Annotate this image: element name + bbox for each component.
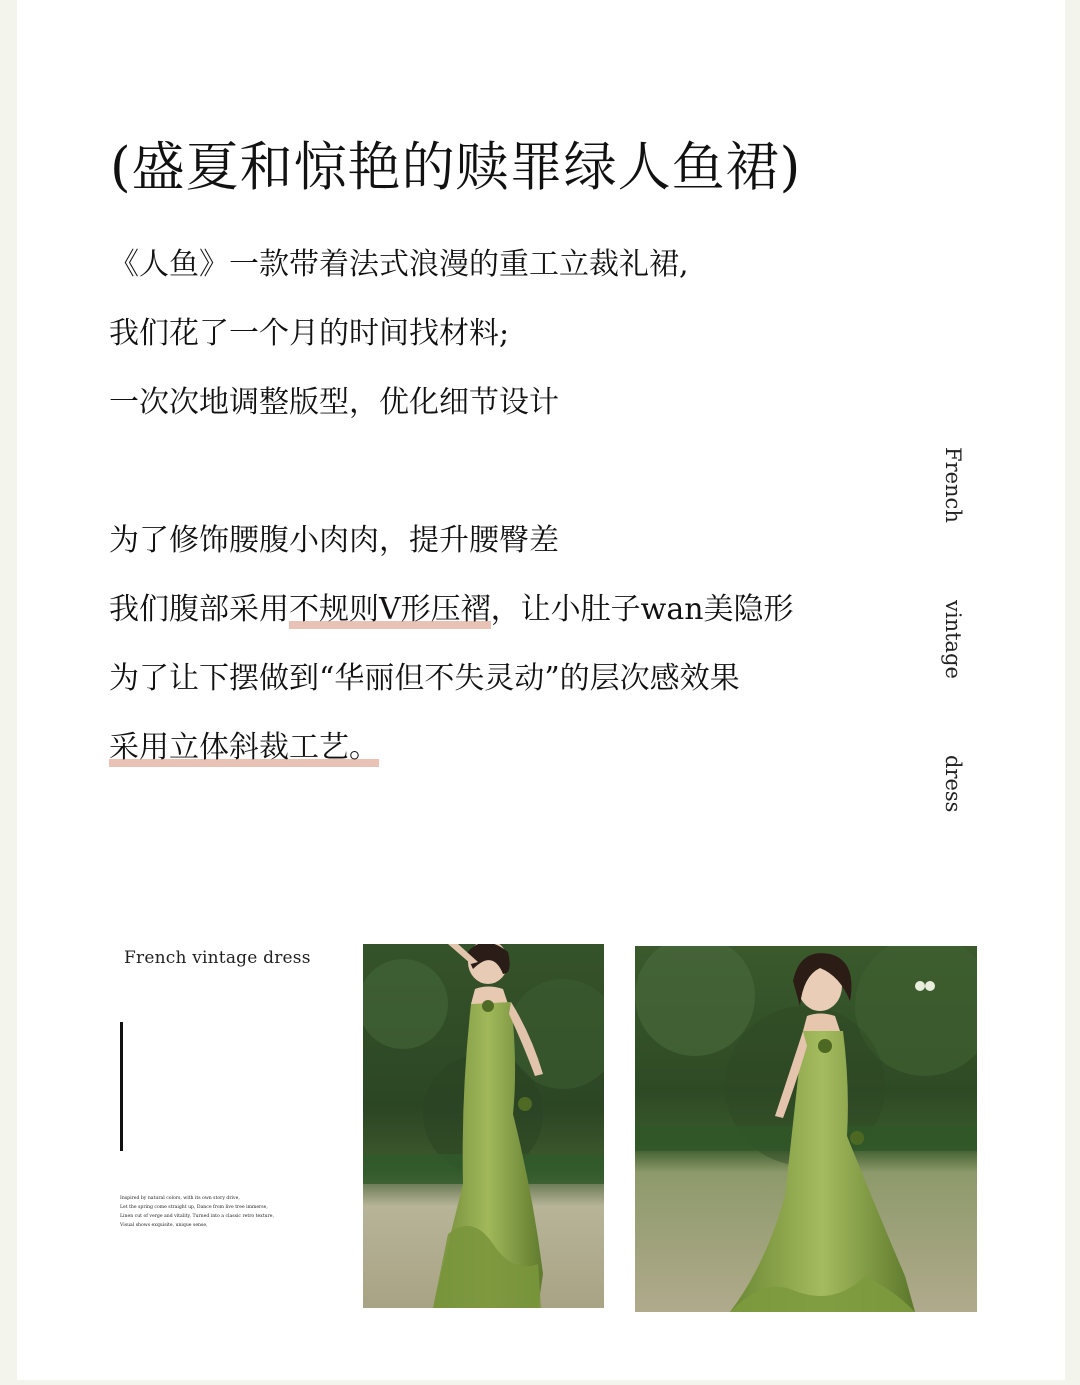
- design-line-4: [109, 713, 794, 782]
- intro-paragraph: [109, 230, 689, 437]
- model-photo-left: [363, 944, 604, 1308]
- intro-line-3: 一次次地调整版型，优化细节设计: [109, 385, 559, 420]
- vertical-word-vintage: vintage: [941, 600, 965, 679]
- photo-caption: French vintage dress: [124, 948, 311, 968]
- design-line-2-end: ，让小肚子wan美隐形: [490, 592, 794, 627]
- design-paragraph: [109, 506, 794, 782]
- design-line-1: 为了修饰腰腹小肉肉，提升腰臀差: [109, 523, 559, 558]
- vertical-word-french: French: [941, 447, 965, 523]
- page-title: (盛夏和惊艳的赎罪绿人鱼裙): [110, 136, 802, 198]
- intro-line-1: 《人鱼》一款带着法式浪漫的重工立裁礼裙,: [109, 247, 689, 282]
- highlight-bias-cut: 立体斜裁工艺。: [169, 730, 379, 765]
- design-line-2: [109, 575, 794, 644]
- vertical-rule: [120, 1022, 123, 1151]
- highlight-pleat: 不规则V形压褶: [289, 592, 491, 627]
- design-line-2-start: 我们腹部采用: [109, 592, 289, 627]
- small-line-2: Let the spring come straight up, Dance from live tree immerse,: [120, 1205, 268, 1210]
- intro-line-2: 我们花了一个月的时间找材料;: [109, 316, 510, 351]
- small-description: [120, 1194, 274, 1230]
- model-photo-right-image: [635, 946, 977, 1312]
- model-photo-left-image: [363, 944, 604, 1308]
- small-line-4: Visual shows exquisite, unique sense,: [120, 1223, 208, 1228]
- design-line-3: 为了让下摆做到“华丽但不失灵动”的层次感效果: [109, 661, 740, 696]
- vertical-word-dress: dress: [941, 755, 965, 813]
- small-line-3: Linen cut of verge and vitality, Turned into a classic retro texture,: [120, 1214, 274, 1219]
- model-photo-right: [635, 946, 977, 1312]
- design-line-4-start: 采用: [109, 730, 169, 765]
- small-line-1: Inspired by natural colors, with its own story drive,: [120, 1196, 240, 1201]
- page: [17, 0, 1065, 1380]
